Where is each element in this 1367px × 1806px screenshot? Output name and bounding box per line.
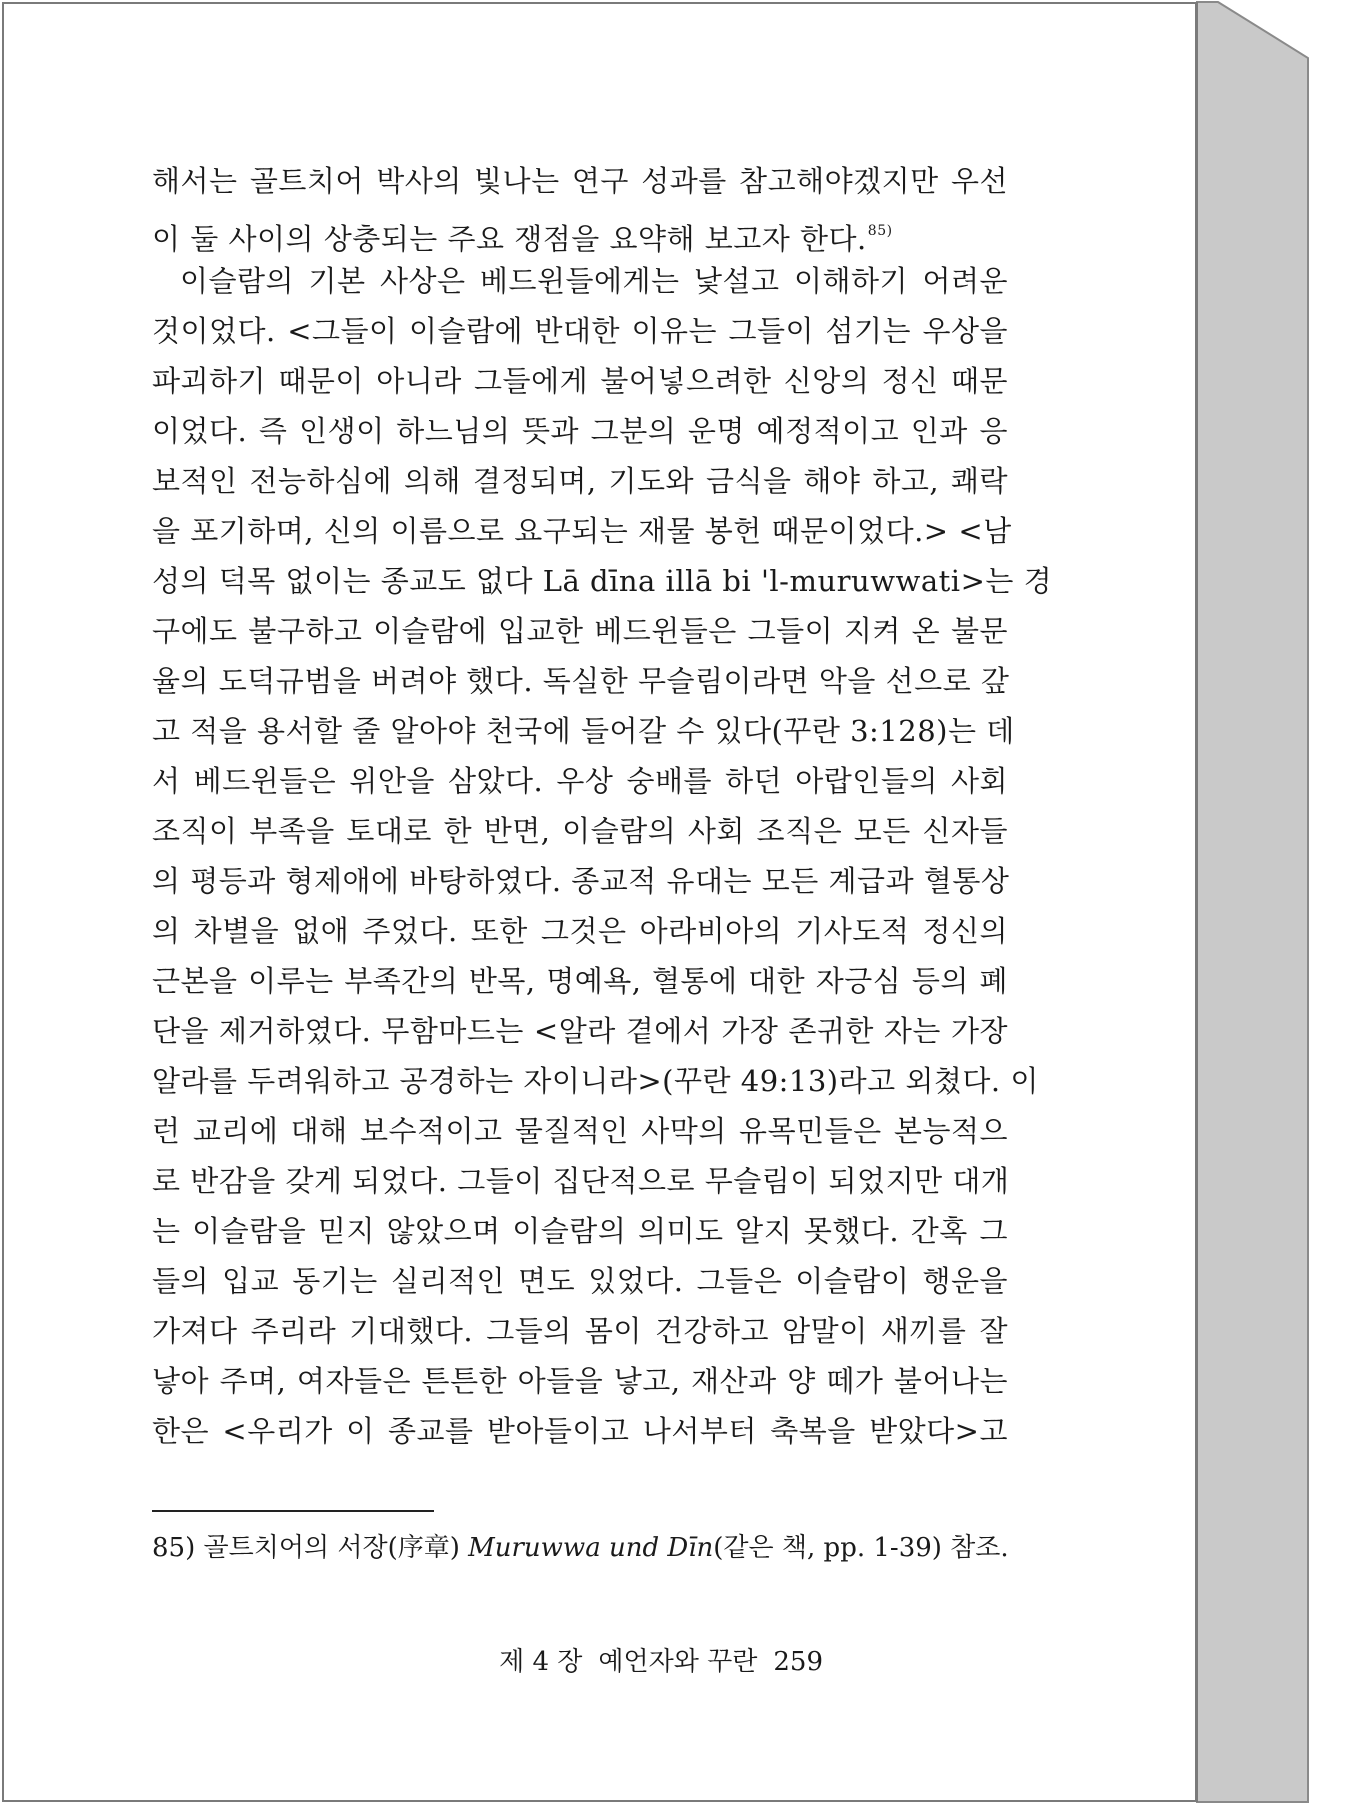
- text-line: 의 평등과 형제애에 바탕하였다. 종교적 유대는 모든 계급과 혈통상: [152, 864, 1010, 898]
- text-line: 낳아 주며, 여자들은 튼튼한 아들을 낳고, 재산과 양 떼가 불어나는: [152, 1364, 1008, 1398]
- footnote-divider: [152, 1510, 434, 1512]
- text-line: 고 적을 용서할 줄 알아야 천국에 들어갈 수 있다(꾸란 3:128)는 데: [152, 714, 1015, 748]
- text-line: 파괴하기 때문이 아니라 그들에게 불어넣으려한 신앙의 정신 때문: [152, 364, 1008, 398]
- text-line: 보적인 전능하심에 의해 결정되며, 기도와 금식을 해야 하고, 쾌락: [152, 464, 1008, 498]
- text-line: 구에도 불구하고 이슬람에 입교한 베드윈들은 그들이 지켜 온 불문: [152, 614, 1008, 648]
- text-line: 서 베드윈들은 위안을 삼았다. 우상 숭배를 하던 아랍인들의 사회: [152, 764, 1008, 798]
- text-line-content: 이 둘 사이의 상충되는 주요 쟁점을 요약해 보고자 한다.: [152, 222, 867, 256]
- text-line: 의 차별을 없애 주었다. 또한 그것은 아라비아의 기사도적 정신의: [152, 914, 1008, 948]
- footnote-title: Muruwwa und Dīn: [468, 1533, 714, 1563]
- footnote-citation: (같은 책, pp. 1-39) 참조.: [713, 1533, 1009, 1563]
- text-line: 단을 제거하였다. 무함마드는 <알라 곁에서 가장 존귀한 자는 가장: [152, 1014, 1008, 1048]
- footnote: [152, 1528, 1012, 1568]
- text-line: 조직이 부족을 토대로 한 반면, 이슬람의 사회 조직은 모든 신자들: [152, 814, 1008, 848]
- text-line: 을 포기하며, 신의 이름으로 요구되는 재물 봉헌 때문이었다.> <남: [152, 514, 1012, 548]
- running-footer: [483, 1642, 823, 1682]
- text-line: 이었다. 즉 인생이 하느님의 뜻과 그분의 운명 예정적이고 인과 응: [152, 414, 1008, 448]
- footnote-reference: 85): [867, 223, 893, 239]
- chapter-label: 제 4 장: [499, 1647, 583, 1677]
- book-page: [2, 2, 1197, 1802]
- text-line: 가져다 주리라 기대했다. 그들의 몸이 건강하고 암말이 새끼를 잘: [152, 1314, 1008, 1348]
- text-line: 한은 <우리가 이 종교를 받아들이고 나서부터 축복을 받았다>고: [152, 1414, 1008, 1448]
- text-line: 로 반감을 갖게 되었다. 그들이 집단적으로 무슬림이 되었지만 대개: [152, 1164, 1010, 1198]
- chapter-title: 예언자와 꾸란: [598, 1647, 758, 1677]
- text-line: 율의 도덕규범을 버려야 했다. 독실한 무슬림이라면 악을 선으로 갚: [152, 664, 1010, 698]
- text-line: 근본을 이루는 부족간의 반목, 명예욕, 혈통에 대한 자긍심 등의 폐: [152, 964, 1008, 998]
- text-line: 알라를 두려워하고 공경하는 자이니라>(꾸란 49:13)라고 외쳤다. 이: [152, 1064, 1039, 1098]
- footnote-number: 85): [152, 1533, 196, 1563]
- text-line: 해서는 골트치어 박사의 빛나는 연구 성과를 참고해야겠지만 우선: [152, 164, 1008, 198]
- text-line: 성의 덕목 없이는 종교도 없다 Lā dīna illā bi 'l-muruwwati>는 경: [152, 564, 1053, 598]
- text-line: 런 교리에 대해 보수적이고 물질적인 사막의 유목민들은 본능적으: [152, 1114, 1008, 1148]
- footnote-text: 골트치어의 서장(序章): [203, 1533, 460, 1563]
- text-line: 것이었다. <그들이 이슬람에 반대한 이유는 그들이 섬기는 우상을: [152, 314, 1008, 348]
- text-line: 는 이슬람을 믿지 않았으며 이슬람의 의미도 알지 못했다. 간혹 그: [152, 1214, 1008, 1248]
- text-line: 들의 입교 동기는 실리적인 면도 있었다. 그들은 이슬람이 행운을: [152, 1264, 1008, 1298]
- text-line: 이슬람의 기본 사상은 베드윈들에게는 낯설고 이해하기 어려운: [180, 264, 1008, 298]
- page-number: 259: [773, 1647, 823, 1677]
- text-line: [152, 206, 1008, 256]
- body-text: [152, 156, 1053, 1456]
